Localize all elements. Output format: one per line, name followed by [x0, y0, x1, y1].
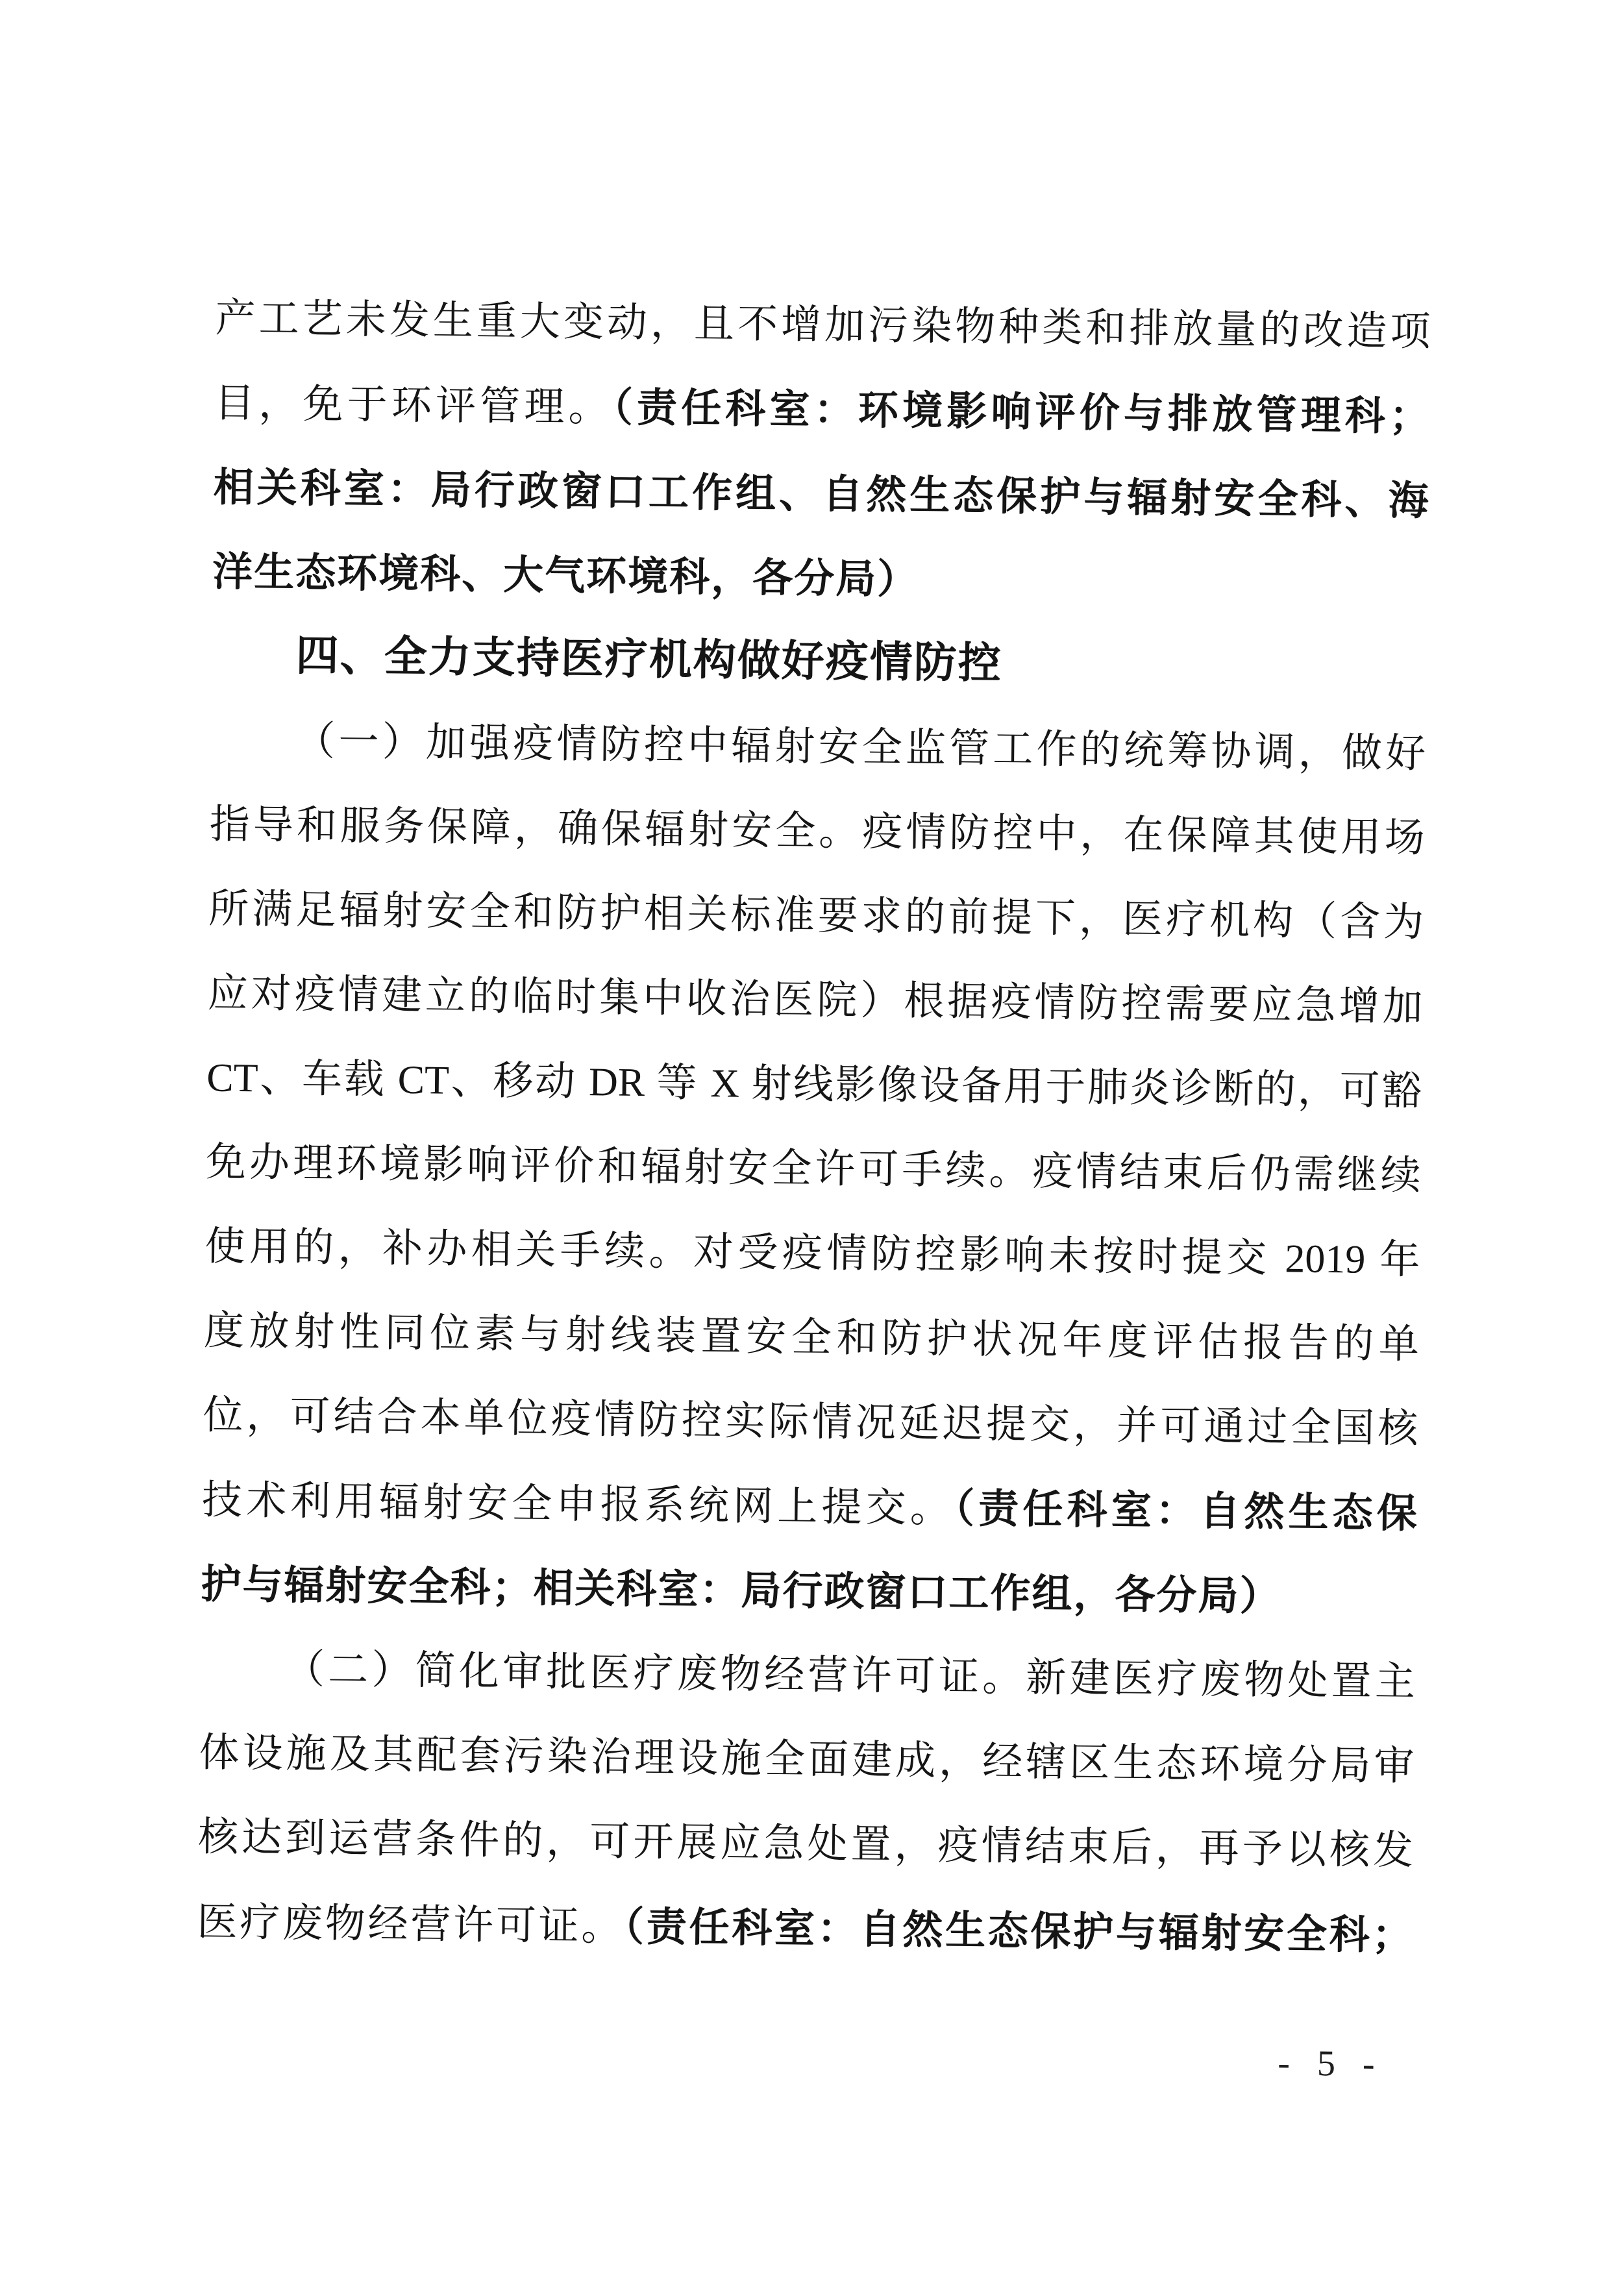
section-heading — [211, 614, 1427, 712]
text-segment: 所满足辐射安全和防护相关标准要求的前提下，医疗机构（含为 — [208, 887, 1424, 945]
text-line-3 — [213, 445, 1429, 543]
responsible-dept-note: （责任科室：自然生态保 — [954, 1484, 1418, 1537]
text-segment: 使用的，补办相关手续。对受疫情防控影响未按时提交 2019 年 — [204, 1224, 1420, 1283]
text-line-9 — [207, 951, 1423, 1049]
text-segment: 产工艺未发生重大变动，且不增加污染物种类和排放量的改造项 — [215, 296, 1431, 354]
text-line-14 — [203, 1373, 1418, 1471]
responsible-dept-note: 相关科室：局行政窗口工作组、自然生态保护与辐射安全科、海 — [213, 463, 1429, 525]
text-line-6 — [210, 698, 1426, 796]
text-line-16 — [201, 1542, 1416, 1640]
text-line-10 — [206, 1035, 1422, 1133]
text-segment: 应对疫情建立的临时集中收治医院）根据疫情防控需要应急增加 — [207, 971, 1424, 1030]
text-segment: 技术利用辐射安全申报系统网上提交。 — [201, 1478, 955, 1531]
text-segment: CT、车载 CT、移动 DR 等 X 射线影像设备用于肺炎诊断的，可豁 — [206, 1055, 1422, 1114]
responsible-dept-note: 洋生态环境科、大气环境科，各分局） — [212, 547, 919, 603]
responsible-dept-note: （责任科室：自然生态保护与辐射安全科； — [623, 1902, 1413, 1959]
text-segment: 医疗废物经营许可证。 — [197, 1900, 624, 1949]
text-line-12 — [204, 1204, 1420, 1302]
text-line-1 — [215, 277, 1431, 375]
text-line-20 — [197, 1879, 1413, 1977]
text-line-13 — [203, 1289, 1419, 1387]
text-line-4 — [212, 530, 1428, 628]
responsible-dept-note: （责任科室：环境影响评价与排放管理科； — [612, 383, 1430, 440]
text-line-18 — [199, 1710, 1415, 1808]
document-body — [197, 277, 1431, 1978]
text-segment: 核达到运营条件的，可开展应急处置，疫情结束后，再予以核发 — [197, 1815, 1414, 1873]
text-line-17 — [199, 1626, 1415, 1724]
section-heading-text: 四、全力支持医疗机构做好疫情防控 — [295, 630, 1003, 689]
page-number: - 5 - — [1277, 2043, 1384, 2085]
text-line-8 — [208, 867, 1424, 965]
responsible-dept-note: 护与辐射安全科；相关科室：局行政窗口工作组，各分局） — [201, 1560, 1281, 1620]
text-segment: （一）加强疫情防控中辐射安全监管工作的统筹协调，做好 — [294, 719, 1426, 776]
text-line-7 — [209, 782, 1425, 880]
text-line-11 — [205, 1120, 1421, 1218]
text-segment: （二）简化审批医疗废物经营许可证。新建医疗废物处置主 — [284, 1647, 1416, 1705]
text-line-2 — [214, 361, 1429, 459]
text-segment: 目，免于环评管理。 — [214, 381, 613, 430]
text-line-19 — [197, 1795, 1413, 1893]
text-line-15 — [201, 1457, 1417, 1555]
text-segment: 指导和服务保障，确保辐射安全。疫情防控中，在保障其使用场 — [209, 802, 1426, 861]
text-segment: 位，可结合本单位疫情防控实际情况延迟提交，并可通过全国核 — [203, 1393, 1418, 1451]
text-segment: 体设施及其配套污染治理设施全面建成，经辖区生态环境分局审 — [199, 1731, 1415, 1789]
text-segment: 免办理环境影响评价和辐射安全许可手续。疫情结束后仍需继续 — [205, 1140, 1422, 1198]
text-segment: 度放射性同位素与射线装置安全和防护状况年度评估报告的单 — [203, 1309, 1420, 1367]
